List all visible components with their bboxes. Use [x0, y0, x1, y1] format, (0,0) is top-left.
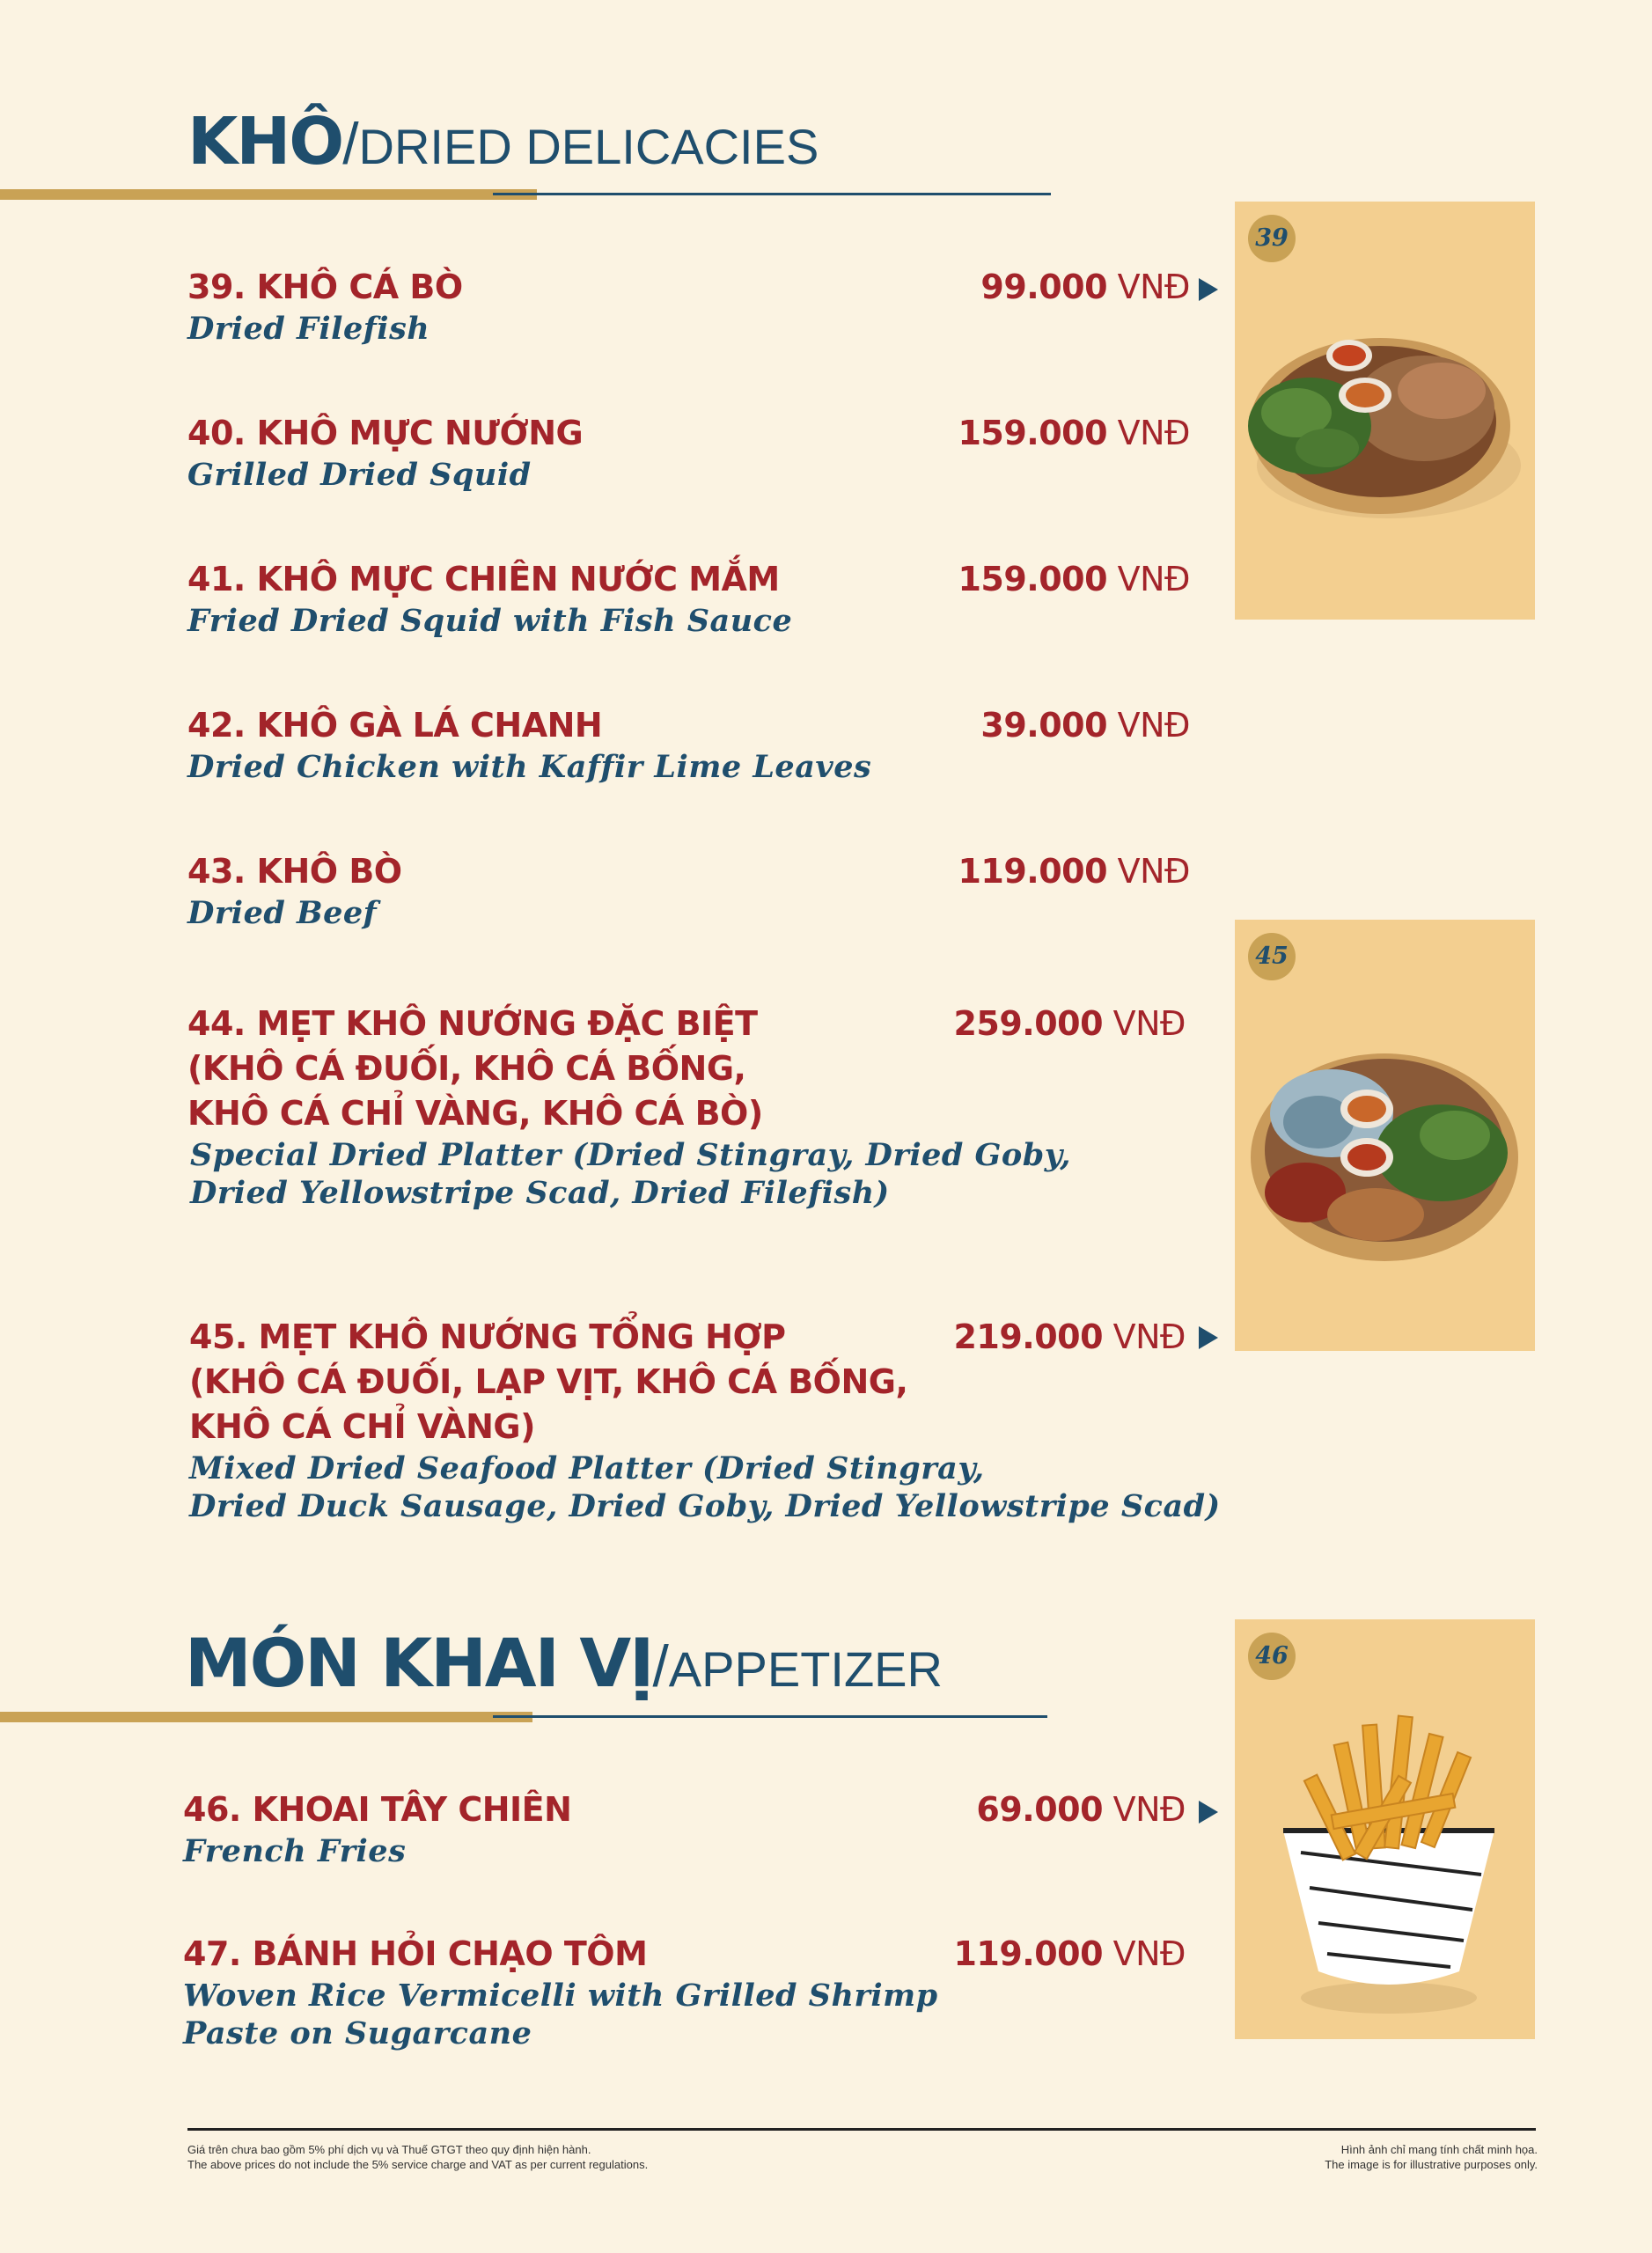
item-price-45: [953, 1315, 1186, 1360]
item-name-vn: 43. KHÔ BÒ: [187, 852, 402, 891]
item-name-vn: 47. BÁNH HỎI CHẠO TÔM: [183, 1934, 648, 1973]
footer-note-vn: Giá trên chưa bao gồm 5% phí dịch vụ và Thuế GTGT theo quy định hiện hành.: [187, 2143, 591, 2156]
food-photo-45: [1235, 920, 1535, 1351]
price-value: 119.000: [953, 1934, 1104, 1973]
item-name-en: French Fries: [183, 1833, 407, 1869]
price-currency: VNĐ: [1112, 1790, 1186, 1829]
section-title-sub: APPETIZER: [668, 1641, 943, 1697]
photo-badge: 45: [1248, 933, 1296, 980]
footer-disclaimer-en: The image is for illustrative purposes only.: [1325, 2158, 1538, 2171]
section-rule-gold: [0, 189, 537, 200]
item-price-47: [953, 1932, 1186, 1977]
item-name-en: Dried Filefish: [187, 311, 430, 347]
item-name-vn: 40. KHÔ MỰC NƯỚNG: [187, 414, 584, 452]
item-name-en: Special Dried Platter (Dried Stingray, Dried Goby,: [190, 1137, 1071, 1173]
item-price-44: [953, 1002, 1186, 1046]
price-currency: VNĐ: [1117, 414, 1190, 452]
dried-platter-photo: [1235, 920, 1535, 1351]
item-price-46: [976, 1787, 1186, 1832]
menu-item-46: [183, 1787, 571, 1870]
item-name-vn-line3: KHÔ CÁ CHỈ VÀNG): [189, 1407, 535, 1446]
item-price-40: [958, 411, 1190, 456]
item-name-vn: 41. KHÔ MỰC CHIÊN NƯỚC MẮM: [187, 560, 780, 598]
section-title-slash: /: [652, 1633, 669, 1699]
price-currency: VNĐ: [1117, 268, 1190, 306]
item-price-39: [980, 265, 1190, 310]
item-name-en: Dried Beef: [187, 895, 378, 931]
section-rule-blue: [493, 1715, 1047, 1718]
price-currency: VNĐ: [1117, 560, 1190, 598]
french-fries-photo: [1235, 1619, 1535, 2039]
footer-note-right: [1325, 2142, 1538, 2172]
item-name-en-line2: Dried Duck Sausage, Dried Goby, Dried Yellowstripe Scad): [189, 1488, 1221, 1524]
item-name-en-line2: Dried Yellowstripe Scad, Dried Filefish): [190, 1175, 890, 1211]
dried-platter-photo: [1235, 202, 1535, 620]
price-currency: VNĐ: [1117, 852, 1190, 891]
price-value: 159.000: [958, 560, 1108, 598]
section-title-dried: [187, 104, 819, 180]
price-value: 69.000: [976, 1790, 1104, 1829]
item-name-vn: 44. MẸT KHÔ NƯỚNG ĐẶC BIỆT: [187, 1004, 758, 1043]
item-name-vn: 39. KHÔ CÁ BÒ: [187, 268, 463, 306]
price-currency: VNĐ: [1112, 1004, 1186, 1043]
menu-item-40: [187, 411, 583, 494]
footer-disclaimer-vn: Hình ảnh chỉ mang tính chất minh họa.: [1340, 2143, 1538, 2156]
item-name-vn-line2: (KHÔ CÁ ĐUỐI, LẠP VỊT, KHÔ CÁ BỐNG,: [189, 1362, 908, 1401]
price-value: 259.000: [953, 1004, 1104, 1043]
pointer-arrow-icon: [1199, 278, 1218, 301]
price-value: 159.000: [958, 414, 1108, 452]
item-price-42: [980, 703, 1190, 748]
menu-item-41: [187, 557, 792, 640]
pointer-arrow-icon: [1199, 1801, 1218, 1824]
price-value: 39.000: [980, 706, 1108, 745]
item-price-43: [958, 849, 1190, 894]
menu-item-43: [187, 849, 402, 932]
menu-item-47: [183, 1932, 938, 2052]
footer-note-en: The above prices do not include the 5% service charge and VAT as per current regulations.: [187, 2158, 649, 2171]
item-name-en-line2: Paste on Sugarcane: [183, 2015, 532, 2051]
menu-item-39: [187, 265, 463, 348]
menu-item-42: [187, 703, 871, 786]
price-value: 119.000: [958, 852, 1108, 891]
item-name-en: Grilled Dried Squid: [187, 457, 532, 493]
price-currency: VNĐ: [1112, 1317, 1186, 1356]
item-name-vn-line3: KHÔ CÁ CHỈ VÀNG, KHÔ CÁ BÒ): [187, 1094, 763, 1133]
section-title-appetizer: [185, 1624, 943, 1702]
photo-badge: 39: [1248, 215, 1296, 262]
footer-rule: [187, 2128, 1536, 2131]
food-photo-46: [1235, 1619, 1535, 2039]
price-currency: VNĐ: [1112, 1934, 1186, 1973]
price-currency: VNĐ: [1117, 706, 1190, 745]
pointer-arrow-icon: [1199, 1326, 1218, 1349]
menu-item-44: [187, 1002, 1071, 1212]
item-name-vn: 45. MẸT KHÔ NƯỚNG TỔNG HỢP: [189, 1317, 786, 1356]
item-name-en: Woven Rice Vermicelli with Grilled Shrimp: [183, 1978, 938, 2014]
price-value: 219.000: [953, 1317, 1104, 1356]
item-name-en: Dried Chicken with Kaffir Lime Leaves: [187, 749, 872, 785]
item-name-vn: 42. KHÔ GÀ LÁ CHANH: [187, 706, 603, 745]
item-name-vn: 46. KHOAI TÂY CHIÊN: [183, 1790, 572, 1829]
item-price-41: [958, 557, 1190, 602]
section-title-main: KHÔ: [187, 104, 343, 180]
footer-note-left: [187, 2142, 648, 2172]
item-name-vn-line2: (KHÔ CÁ ĐUỐI, KHÔ CÁ BỐNG,: [187, 1049, 746, 1088]
item-name-en: Mixed Dried Seafood Platter (Dried Stingray,: [189, 1450, 985, 1486]
section-title-sub: DRIED DELICACIES: [358, 119, 819, 174]
item-name-en: Fried Dried Squid with Fish Sauce: [187, 603, 793, 639]
food-photo-39: [1235, 202, 1535, 620]
section-rule-gold: [0, 1712, 532, 1722]
price-value: 99.000: [980, 268, 1108, 306]
section-title-slash: /: [342, 111, 359, 176]
section-title-main: MÓN KHAI VỊ: [185, 1624, 653, 1702]
photo-badge: 46: [1248, 1633, 1296, 1680]
section-rule-blue: [493, 193, 1051, 195]
